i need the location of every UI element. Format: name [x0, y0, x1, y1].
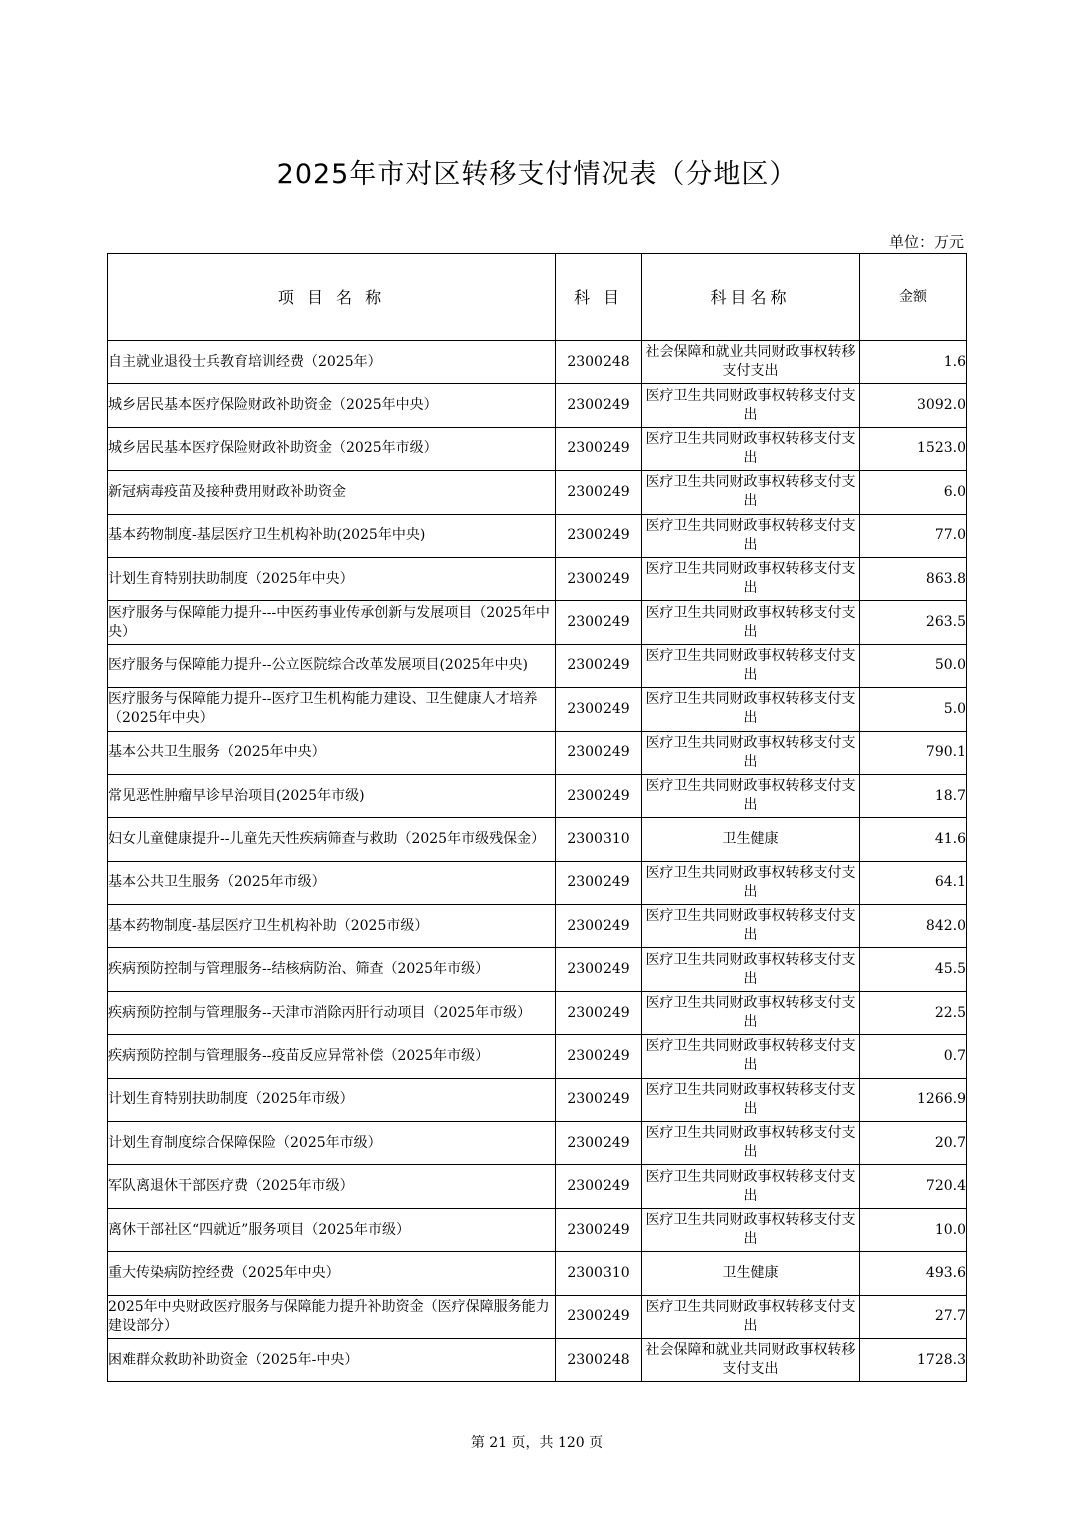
table-row [108, 557, 967, 600]
row-amount-cell: 41.6 [860, 818, 967, 861]
row-name-cell: 军队离退休干部医疗费（2025年市级） [108, 1165, 556, 1208]
row-name-cell: 困难群众救助补助资金（2025年-中央） [108, 1338, 556, 1381]
row-subject-cell: 医疗卫生共同财政事权转移支付支出 [642, 774, 860, 817]
row-code-cell: 2300310 [556, 1252, 642, 1295]
row-amount-cell: 77.0 [860, 514, 967, 557]
row-amount-cell: 64.1 [860, 861, 967, 904]
row-name-cell: 医疗服务与保障能力提升---中医药事业传承创新与发展项目（2025年中央） [108, 601, 556, 644]
row-code-cell: 2300249 [556, 774, 642, 817]
row-amount-cell: 20.7 [860, 1122, 967, 1165]
row-amount-cell: 18.7 [860, 774, 967, 817]
row-name-cell: 新冠病毒疫苗及接种费用财政补助资金 [108, 471, 556, 514]
row-amount-cell: 6.0 [860, 471, 967, 514]
table-row [108, 514, 967, 557]
header-name: 项 目 名 称 [108, 254, 556, 341]
row-code-cell: 2300249 [556, 601, 642, 644]
row-subject-cell: 卫生健康 [642, 818, 860, 861]
row-name-cell: 基本公共卫生服务（2025年市级） [108, 861, 556, 904]
table-row [108, 644, 967, 687]
row-code-cell: 2300249 [556, 1165, 642, 1208]
table-row [108, 1078, 967, 1121]
table-row [108, 818, 967, 861]
row-subject-cell: 医疗卫生共同财政事权转移支付支出 [642, 948, 860, 991]
row-name-cell: 基本药物制度-基层医疗卫生机构补助（2025市级） [108, 905, 556, 948]
row-code-cell: 2300249 [556, 644, 642, 687]
row-name-cell: 疾病预防控制与管理服务--疫苗反应异常补偿（2025年市级） [108, 1035, 556, 1078]
row-subject-cell: 医疗卫生共同财政事权转移支付支出 [642, 1078, 860, 1121]
row-amount-cell: 263.5 [860, 601, 967, 644]
row-code-cell: 2300249 [556, 948, 642, 991]
row-subject-cell: 医疗卫生共同财政事权转移支付支出 [642, 991, 860, 1034]
row-code-cell: 2300249 [556, 731, 642, 774]
row-subject-cell: 医疗卫生共同财政事权转移支付支出 [642, 861, 860, 904]
row-subject-cell: 医疗卫生共同财政事权转移支付支出 [642, 1208, 860, 1251]
row-subject-cell: 医疗卫生共同财政事权转移支付支出 [642, 601, 860, 644]
row-amount-cell: 863.8 [860, 557, 967, 600]
row-subject-cell: 医疗卫生共同财政事权转移支付支出 [642, 644, 860, 687]
row-amount-cell: 1.6 [860, 341, 967, 384]
row-code-cell: 2300249 [556, 1208, 642, 1251]
row-name-cell: 城乡居民基本医疗保险财政补助资金（2025年中央） [108, 384, 556, 427]
table-row [108, 384, 967, 427]
row-code-cell: 2300248 [556, 341, 642, 384]
table-row [108, 1122, 967, 1165]
row-subject-cell: 医疗卫生共同财政事权转移支付支出 [642, 384, 860, 427]
table-row [108, 688, 967, 731]
unit-label: 单位：万元 [888, 233, 964, 251]
row-amount-cell: 5.0 [860, 688, 967, 731]
table-row [108, 948, 967, 991]
table-row [108, 861, 967, 904]
row-amount-cell: 45.5 [860, 948, 967, 991]
header-subject: 科目名称 [642, 254, 860, 341]
page-footer: 第 21 页，共 120 页 [470, 1435, 604, 1451]
row-subject-cell: 医疗卫生共同财政事权转移支付支出 [642, 688, 860, 731]
transfer-payment-table [107, 253, 967, 1382]
row-code-cell: 2300249 [556, 514, 642, 557]
table-row [108, 341, 967, 384]
row-subject-cell: 医疗卫生共同财政事权转移支付支出 [642, 1035, 860, 1078]
row-code-cell: 2300310 [556, 818, 642, 861]
row-subject-cell: 医疗卫生共同财政事权转移支付支出 [642, 557, 860, 600]
row-name-cell: 城乡居民基本医疗保险财政补助资金（2025年市级） [108, 427, 556, 470]
row-subject-cell: 医疗卫生共同财政事权转移支付支出 [642, 471, 860, 514]
row-code-cell: 2300249 [556, 905, 642, 948]
table-row [108, 427, 967, 470]
table-row [108, 471, 967, 514]
table-row [108, 1295, 967, 1338]
row-amount-cell: 1266.9 [860, 1078, 967, 1121]
table-body [108, 341, 967, 1382]
row-name-cell: 基本公共卫生服务（2025年中央） [108, 731, 556, 774]
row-amount-cell: 3092.0 [860, 384, 967, 427]
row-amount-cell: 790.1 [860, 731, 967, 774]
row-subject-cell: 医疗卫生共同财政事权转移支付支出 [642, 1122, 860, 1165]
header-code: 科 目 [556, 254, 642, 341]
row-subject-cell: 卫生健康 [642, 1252, 860, 1295]
row-name-cell: 自主就业退役士兵教育培训经费（2025年） [108, 341, 556, 384]
row-name-cell: 医疗服务与保障能力提升--公立医院综合改革发展项目(2025年中央) [108, 644, 556, 687]
header-amount: 金额 [860, 254, 967, 341]
row-subject-cell: 社会保障和就业共同财政事权转移支付支出 [642, 341, 860, 384]
row-code-cell: 2300249 [556, 688, 642, 731]
table-row [108, 1035, 967, 1078]
row-code-cell: 2300249 [556, 1122, 642, 1165]
row-name-cell: 疾病预防控制与管理服务--天津市消除丙肝行动项目（2025年市级） [108, 991, 556, 1034]
row-amount-cell: 50.0 [860, 644, 967, 687]
row-name-cell: 离休干部社区“四就近”服务项目（2025年市级） [108, 1208, 556, 1251]
row-code-cell: 2300249 [556, 427, 642, 470]
row-name-cell: 妇女儿童健康提升--儿童先天性疾病筛查与救助（2025年市级残保金） [108, 818, 556, 861]
row-name-cell: 计划生育制度综合保障保险（2025年市级） [108, 1122, 556, 1165]
row-name-cell: 常见恶性肿瘤早诊早治项目(2025年市级) [108, 774, 556, 817]
table-header-row [108, 254, 967, 341]
row-subject-cell: 社会保障和就业共同财政事权转移支付支出 [642, 1338, 860, 1381]
row-name-cell: 重大传染病防控经费（2025年中央） [108, 1252, 556, 1295]
row-subject-cell: 医疗卫生共同财政事权转移支付支出 [642, 427, 860, 470]
row-code-cell: 2300249 [556, 557, 642, 600]
row-code-cell: 2300249 [556, 1295, 642, 1338]
row-amount-cell: 493.6 [860, 1252, 967, 1295]
row-code-cell: 2300249 [556, 384, 642, 427]
row-amount-cell: 720.4 [860, 1165, 967, 1208]
row-amount-cell: 1523.0 [860, 427, 967, 470]
row-amount-cell: 27.7 [860, 1295, 967, 1338]
row-code-cell: 2300249 [556, 991, 642, 1034]
row-code-cell: 2300249 [556, 861, 642, 904]
row-code-cell: 2300249 [556, 1078, 642, 1121]
row-name-cell: 医疗服务与保障能力提升--医疗卫生机构能力建设、卫生健康人才培养（2025年中央） [108, 688, 556, 731]
row-name-cell: 计划生育特别扶助制度（2025年中央） [108, 557, 556, 600]
row-amount-cell: 842.0 [860, 905, 967, 948]
row-subject-cell: 医疗卫生共同财政事权转移支付支出 [642, 1165, 860, 1208]
row-subject-cell: 医疗卫生共同财政事权转移支付支出 [642, 731, 860, 774]
row-code-cell: 2300249 [556, 1035, 642, 1078]
table-row [108, 1252, 967, 1295]
row-amount-cell: 0.7 [860, 1035, 967, 1078]
row-code-cell: 2300248 [556, 1338, 642, 1381]
row-code-cell: 2300249 [556, 471, 642, 514]
table-row [108, 731, 967, 774]
table-row [108, 1338, 967, 1381]
table-row [108, 1208, 967, 1251]
table-row [108, 1165, 967, 1208]
row-name-cell: 计划生育特别扶助制度（2025年市级） [108, 1078, 556, 1121]
row-subject-cell: 医疗卫生共同财政事权转移支付支出 [642, 905, 860, 948]
row-name-cell: 2025年中央财政医疗服务与保障能力提升补助资金（医疗保障服务能力建设部分） [108, 1295, 556, 1338]
table-row [108, 774, 967, 817]
table-row [108, 905, 967, 948]
row-name-cell: 疾病预防控制与管理服务--结核病防治、筛查（2025年市级） [108, 948, 556, 991]
page-title: 2025年市对区转移支付情况表（分地区） [276, 159, 798, 190]
row-amount-cell: 10.0 [860, 1208, 967, 1251]
row-name-cell: 基本药物制度-基层医疗卫生机构补助(2025年中央) [108, 514, 556, 557]
table-row [108, 991, 967, 1034]
table-row [108, 601, 967, 644]
row-amount-cell: 22.5 [860, 991, 967, 1034]
row-subject-cell: 医疗卫生共同财政事权转移支付支出 [642, 514, 860, 557]
row-amount-cell: 1728.3 [860, 1338, 967, 1381]
row-subject-cell: 医疗卫生共同财政事权转移支付支出 [642, 1295, 860, 1338]
